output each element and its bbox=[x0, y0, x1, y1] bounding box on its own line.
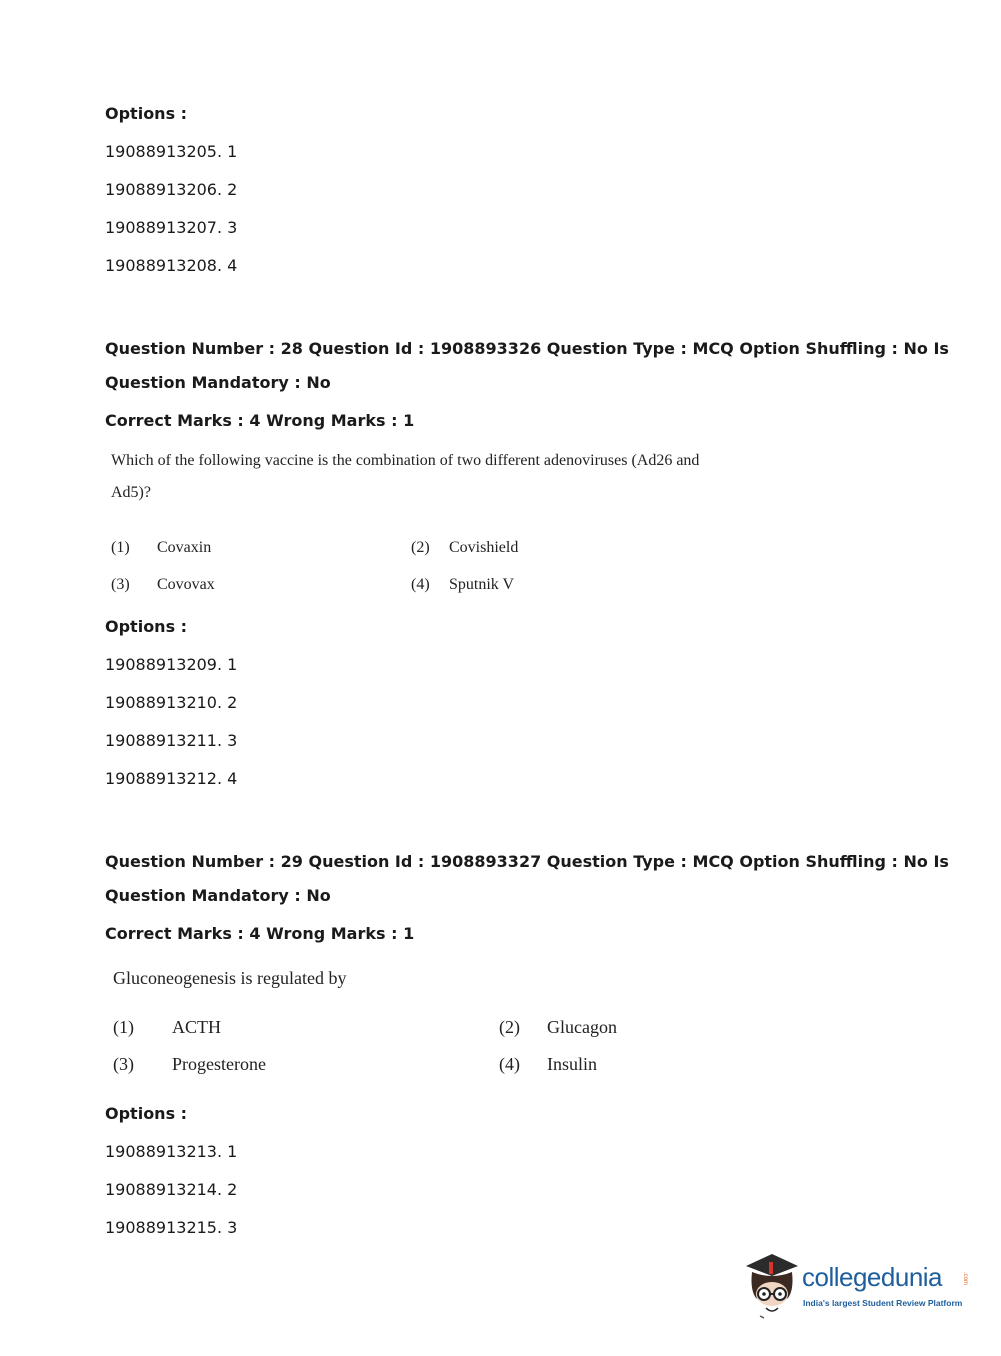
option-item: 19088913208. 4 bbox=[105, 256, 238, 275]
mascot-icon bbox=[742, 1250, 802, 1320]
options-heading: Options : bbox=[105, 104, 188, 123]
choice-text: Sputnik V bbox=[449, 576, 515, 593]
collegedunia-logo bbox=[742, 1250, 972, 1320]
question-header: Question Number : 28 Question Id : 1908893326 Question Type : MCQ Option Shuffling : No Is bbox=[105, 339, 949, 358]
option-item: 19088913205. 1 bbox=[105, 142, 238, 161]
option-item: 19088913212. 4 bbox=[105, 769, 238, 788]
choice-number: (1) bbox=[111, 539, 130, 556]
option-item: 19088913215. 3 bbox=[105, 1218, 238, 1237]
question-text-cont: Ad5)? bbox=[111, 484, 151, 501]
choice-number: (2) bbox=[499, 1017, 520, 1037]
question-marks: Correct Marks : 4 Wrong Marks : 1 bbox=[105, 924, 415, 943]
choice-number: (4) bbox=[499, 1054, 520, 1074]
question-header: Question Number : 29 Question Id : 1908893327 Question Type : MCQ Option Shuffling : No Is bbox=[105, 852, 949, 871]
choice-number: (1) bbox=[113, 1017, 134, 1037]
option-item: 19088913207. 3 bbox=[105, 218, 238, 237]
choice-text: Covovax bbox=[157, 576, 215, 593]
question-text: Which of the following vaccine is the combination of two different adenoviruses (Ad26 and bbox=[111, 452, 700, 469]
question-header-cont: Question Mandatory : No bbox=[105, 886, 331, 905]
choice-number: (3) bbox=[113, 1054, 134, 1074]
options-heading: Options : bbox=[105, 617, 188, 636]
choice-text: Covaxin bbox=[157, 539, 212, 556]
choice-number: (2) bbox=[411, 539, 430, 556]
option-item: 19088913211. 3 bbox=[105, 731, 238, 750]
logo-tagline: India's largest Student Review Platform bbox=[803, 1298, 963, 1308]
choice-text: Insulin bbox=[547, 1054, 598, 1074]
choice-text: Progesterone bbox=[172, 1054, 266, 1074]
choice-text: Glucagon bbox=[547, 1017, 617, 1037]
question-text: Gluconeogenesis is regulated by bbox=[113, 968, 347, 988]
option-item: 19088913214. 2 bbox=[105, 1180, 238, 1199]
question-header-cont: Question Mandatory : No bbox=[105, 373, 331, 392]
question-marks: Correct Marks : 4 Wrong Marks : 1 bbox=[105, 411, 415, 430]
options-heading: Options : bbox=[105, 1104, 188, 1123]
choice-number: (4) bbox=[411, 576, 430, 593]
choice-text: ACTH bbox=[172, 1017, 221, 1037]
option-item: 19088913206. 2 bbox=[105, 180, 238, 199]
choice-text: Covishield bbox=[449, 539, 519, 556]
option-item: 19088913213. 1 bbox=[105, 1142, 238, 1161]
logo-domain: .com bbox=[962, 1272, 968, 1286]
choice-number: (3) bbox=[111, 576, 130, 593]
logo-wordmark: collegedunia bbox=[802, 1262, 943, 1292]
option-item: 19088913210. 2 bbox=[105, 693, 238, 712]
option-item: 19088913209. 1 bbox=[105, 655, 238, 674]
